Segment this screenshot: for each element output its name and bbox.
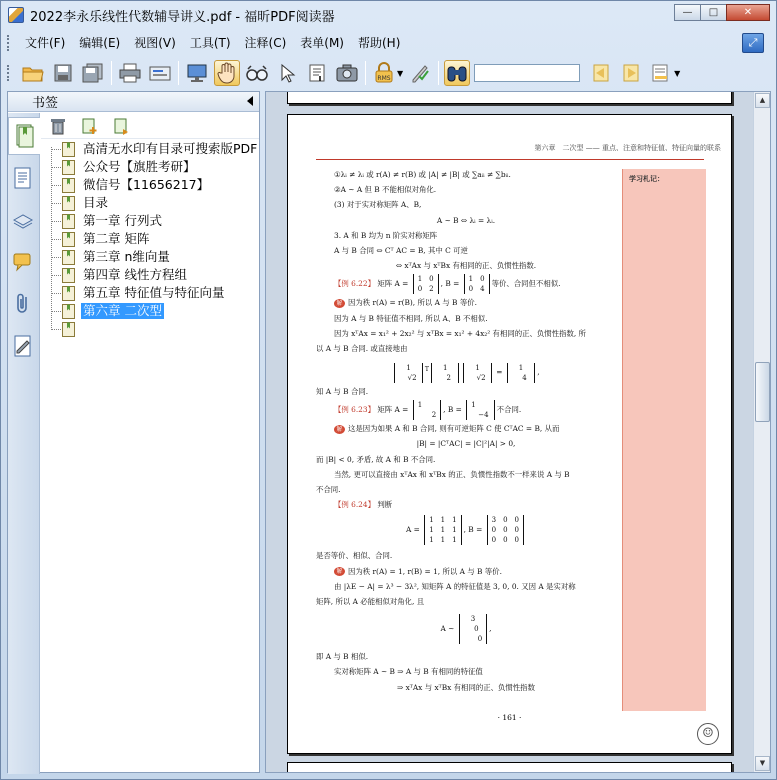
document-viewer[interactable] <box>265 91 771 773</box>
transpose-mark: T <box>424 366 429 374</box>
matrix-row: √2 <box>469 373 486 382</box>
text-span: 这是因为如果 A 和 B 合同, 则有可逆矩阵 C 使 CᵀAC = B, 从而 <box>348 424 560 434</box>
window-title: 2022李永乐线性代数辅导讲义.pdf - 福昕PDF阅读器 <box>30 9 335 25</box>
study-notes-column <box>622 169 706 711</box>
text-line: 因为 xᵀAx = x₁² + 2x₂² 与 xᵀBx = x₁² + 4x₂² 有相同的正、负惯性指数, 所 <box>334 328 586 338</box>
add-bookmark-icon[interactable] <box>79 116 101 136</box>
bookmark-icon <box>62 142 75 157</box>
text-line <box>316 564 616 579</box>
rms-label: RMS <box>377 75 391 82</box>
sign-check-icon[interactable] <box>407 60 433 86</box>
text-span: , B = <box>443 405 465 415</box>
sidebar-panel <box>7 91 260 773</box>
paperclip-icon <box>12 291 34 317</box>
matrix <box>487 515 524 545</box>
solution-badge: 解 <box>334 299 345 308</box>
restore-layout-icon[interactable]: ⤢ <box>742 33 764 53</box>
matrix-row: 1 <box>475 363 494 372</box>
tab-attachments[interactable] <box>8 285 38 323</box>
bookmark-item[interactable]: 第四章 线性方程组 <box>41 266 189 284</box>
menu-file[interactable]: 文件(F) <box>25 36 66 50</box>
text-line: 知 A 与 B 合同. <box>316 387 369 397</box>
page-number: · 161 · <box>497 713 522 722</box>
toolbar-separator <box>111 61 112 85</box>
text-span: A ~ <box>440 624 457 634</box>
matrix-row: 1 0 <box>417 275 434 284</box>
bookmark-icon <box>62 232 75 247</box>
search-input[interactable] <box>474 64 580 82</box>
matrix <box>413 274 439 294</box>
bookmark-tree <box>41 139 259 772</box>
print-icon[interactable] <box>117 60 143 86</box>
screen-icon[interactable] <box>184 60 210 86</box>
text-span: , B = <box>463 525 485 535</box>
matrix-row: 1 1 1 <box>429 516 457 525</box>
text-line: 不合同. <box>316 485 341 494</box>
scroll-thumb[interactable] <box>755 362 770 422</box>
page-text <box>316 167 616 695</box>
text-line: 矩阵, 所以 A 必能相似对角化, 且 <box>316 596 425 606</box>
bookmark-item[interactable]: 目录 <box>41 194 110 212</box>
menu-comment[interactable]: 注释(C) <box>244 36 287 50</box>
bookmark-item[interactable]: 公众号【旗胜考研】 <box>41 158 198 176</box>
matrix-row: 0 <box>463 635 483 644</box>
bookmark-tools <box>41 113 259 139</box>
text-span: 因为秩 r(A) = 1, r(B) = 1, 所以 A 与 B 等价. <box>348 566 502 576</box>
foxit-app-icon[interactable] <box>8 7 24 23</box>
sidebar-tabs <box>8 113 40 774</box>
signature-panel-icon <box>12 333 34 359</box>
matrix-row: 0 <box>467 625 486 634</box>
vertical-scrollbar[interactable] <box>753 92 770 772</box>
bookmark-panel-icon <box>14 123 36 149</box>
bookmark-item[interactable]: 第三章 n维向量 <box>41 248 172 266</box>
text-line: 当然, 更可以直接由 xᵀAx 和 xᵀBx 的正、负惯性指数不一样来说 A 与 B <box>334 469 570 479</box>
matrix-row: 1 1 1 <box>429 536 457 545</box>
example-label: 【例 6.22】 <box>334 279 375 289</box>
text-line: A 与 B 合同 ⇔ Cᵀ AC = B, 其中 C 可逆 <box>334 245 468 255</box>
scroll-down-icon[interactable]: ▼ <box>755 756 770 771</box>
diagonal-matrix-line <box>316 609 616 649</box>
add-child-bookmark-icon[interactable] <box>111 116 133 136</box>
sidebar-title: 书签 <box>32 96 59 111</box>
text-line: 实对称矩阵 A ~ B ⇒ A 与 B 有相同的特征值 <box>334 667 483 677</box>
matrix-row: 0 2 <box>417 285 434 294</box>
menu-help[interactable]: 帮助(H) <box>357 36 401 50</box>
matrix-row: 3 <box>470 615 490 624</box>
text-span: 等价、合同但不相似. <box>491 279 561 289</box>
matrix-row: 1 0 <box>468 275 485 284</box>
tab-comments[interactable] <box>8 243 38 281</box>
text-line: 即 A 与 B 相似. <box>316 652 369 662</box>
save-icon[interactable] <box>50 60 76 86</box>
matrix <box>466 400 494 420</box>
matrix <box>431 363 462 383</box>
menu-grip[interactable] <box>7 35 10 51</box>
text-span: , <box>537 367 540 377</box>
bookmark-item[interactable] <box>41 320 85 338</box>
bookmark-item-selected[interactable]: 第六章 二次型 <box>41 302 164 320</box>
layers-panel-icon <box>12 207 34 233</box>
search-next-icon[interactable] <box>618 60 644 86</box>
highlight-dropdown-arrow-icon[interactable]: ▼ <box>674 68 681 78</box>
comments-panel-icon <box>12 249 34 275</box>
matrix-row: 2 <box>417 411 437 420</box>
text-line: ⇒ xᵀAx 与 xᵀBx 有相同的正、负惯性指数 <box>397 682 535 692</box>
solution-badge: 解 <box>334 567 345 576</box>
example-6-22 <box>316 273 616 295</box>
matrix <box>413 400 441 420</box>
text-line: 3. A 和 B 均为 n 阶实对称矩阵 <box>334 230 438 240</box>
matrix-row: 1 <box>417 401 437 410</box>
text-line: ①λᵢ ≠ λᵢ 或 r(A) ≠ r(B) 或 |A| ≠ |B| 或 ∑aᵢᵢ ≠ ∑bᵢᵢ. <box>334 170 511 179</box>
text-line: |B| = |CᵀAC| = |C|²|A| > 0, <box>416 439 516 449</box>
text-span: 矩阵 A = <box>377 405 411 415</box>
matrix-row: 1 <box>471 401 490 410</box>
tab-signatures[interactable] <box>8 327 38 365</box>
menu-bar <box>7 32 407 54</box>
header-rule <box>316 159 704 160</box>
text-line: ⇔ xᵀAx 与 xᵀBx 有相同的正、负惯性指数. <box>395 261 537 271</box>
menu-form[interactable]: 表单(M) <box>300 36 344 50</box>
matrix-row: 4 <box>515 373 527 382</box>
text-span: , <box>489 624 492 634</box>
solution-badge: 解 <box>334 425 345 434</box>
text-select-icon[interactable] <box>304 60 330 86</box>
bookmark-item[interactable]: 第一章 行列式 <box>41 212 164 230</box>
tab-pages[interactable] <box>8 159 38 197</box>
text-line <box>316 421 616 436</box>
pages-panel-icon <box>12 165 34 191</box>
menu-edit[interactable]: 编辑(E) <box>79 36 121 50</box>
menu-tools[interactable]: 工具(T) <box>189 36 231 50</box>
tab-bookmarks[interactable] <box>8 117 40 155</box>
matrix-row: −4 <box>471 411 489 420</box>
matrix <box>463 363 494 383</box>
text-span: = <box>493 367 505 377</box>
matrix <box>394 363 425 383</box>
text-line <box>316 295 616 310</box>
toolbar-separator <box>438 61 439 85</box>
matrix <box>459 614 490 644</box>
snapshot-camera-icon[interactable] <box>334 60 360 86</box>
zoom-glasses-icon[interactable] <box>244 60 270 86</box>
matrix-row: 1 <box>518 363 538 372</box>
text-line: 而 |B| < 0, 矛盾, 故 A 和 B 不合同. <box>316 454 436 464</box>
bookmark-icon <box>62 160 75 175</box>
open-folder-icon[interactable] <box>20 60 46 86</box>
scan-icon[interactable] <box>147 60 173 86</box>
bookmark-icon <box>62 322 75 337</box>
text-span: 矩阵 A = <box>377 279 411 289</box>
pdf-page[interactable] <box>287 114 732 754</box>
select-arrow-icon[interactable] <box>274 60 300 86</box>
matrix-row: 3 0 0 <box>491 516 519 525</box>
text-line: 由 |λE − A| = λ³ − 3λ², 知矩阵 A 的特征值是 3, 0, 0. 又因 A 是实对称 <box>334 581 576 591</box>
bookmark-item[interactable]: 微信号【11656217】 <box>41 176 211 194</box>
bookmark-item[interactable]: 高清无水印有目录可搜索版PDF <box>41 140 259 158</box>
example-label: 【例 6.23】 <box>334 405 375 415</box>
maximize-button[interactable]: □ <box>700 4 727 21</box>
highlight-icon[interactable] <box>648 60 674 86</box>
toolbar-grip[interactable] <box>7 65 10 81</box>
toolbar-separator <box>178 61 179 85</box>
rms-lock-icon[interactable] <box>371 60 397 86</box>
search-prev-icon[interactable] <box>588 60 614 86</box>
matrix <box>464 274 490 294</box>
next-page-edge <box>287 762 732 773</box>
matrix-row: 1 <box>406 363 425 372</box>
text-span: A = <box>405 525 423 535</box>
bookmark-item[interactable]: 第五章 特征值与特征向量 <box>41 284 226 302</box>
bookmark-icon <box>62 214 75 229</box>
bookmark-icon <box>62 196 75 211</box>
congruence-equation <box>316 356 616 384</box>
notes-title: 学习札记： <box>629 174 664 183</box>
bookmark-icon <box>62 286 75 301</box>
matrix-row: 2 <box>439 373 451 382</box>
sidebar-header <box>8 92 259 112</box>
bookmark-icon <box>62 250 75 265</box>
minimize-button[interactable]: — <box>674 4 701 21</box>
previous-page-edge <box>287 91 732 104</box>
text-line: ②A ~ A 但 B 不能相似对角化. <box>334 185 437 195</box>
toolbar-separator <box>365 61 366 85</box>
matrix-row: 0 4 <box>468 285 485 294</box>
text-line: 因为 A 与 B 特征值不相同, 所以 A、B 不相似. <box>334 313 488 323</box>
bookmark-icon <box>62 178 75 193</box>
window-controls <box>674 4 770 21</box>
text-span: 判断 <box>377 500 393 510</box>
hand-tool-icon[interactable] <box>214 60 240 86</box>
bookmark-icon <box>62 304 75 319</box>
matrix-line <box>316 512 616 548</box>
matrix <box>507 363 538 383</box>
matrix-row: 0 0 0 <box>491 526 519 535</box>
matrix-row: 1 <box>442 363 462 372</box>
rms-dropdown-arrow-icon[interactable]: ▼ <box>397 68 404 78</box>
save-as-icon[interactable] <box>80 60 106 86</box>
bookmark-item[interactable]: 第二章 矩阵 <box>41 230 151 248</box>
text-span: 不合同. <box>496 405 522 415</box>
text-line: (3) 对于实对称矩阵 A、B, <box>334 200 422 210</box>
text-span: , B = <box>440 279 462 289</box>
smiley-feedback-icon[interactable]: ☺ <box>697 723 719 745</box>
matrix-row: √2 <box>400 373 417 382</box>
bookmark-icon <box>62 268 75 283</box>
example-6-24 <box>316 497 616 512</box>
matrix-row: 0 0 0 <box>491 536 519 545</box>
text-line: A ~ B ⇔ λᵢ = λᵢ. <box>436 215 496 225</box>
find-binoculars-icon[interactable] <box>444 60 470 86</box>
text-line: 是否等价、相似、合同. <box>316 551 393 561</box>
close-button[interactable]: ✕ <box>726 4 770 21</box>
delete-bookmark-icon[interactable] <box>47 116 69 136</box>
example-label: 【例 6.24】 <box>334 500 375 510</box>
running-head: 第六章 二次型 —— 重点、注意和特征值、特征向量的联系 <box>534 144 721 152</box>
matrix <box>424 515 461 545</box>
example-6-23 <box>316 399 616 421</box>
scroll-up-icon[interactable]: ▲ <box>755 93 770 108</box>
tab-layers[interactable] <box>8 201 38 239</box>
title-bar[interactable] <box>1 1 776 29</box>
collapse-sidebar-icon[interactable] <box>247 96 253 106</box>
text-line: 以 A 与 B 合同. 或直接地由 <box>316 343 408 353</box>
text-span: 因为秩 r(A) = r(B), 所以 A 与 B 等价. <box>348 298 477 308</box>
matrix-row: 1 1 1 <box>429 526 457 535</box>
main-toolbar <box>7 57 707 89</box>
menu-view[interactable]: 视图(V) <box>134 36 176 50</box>
